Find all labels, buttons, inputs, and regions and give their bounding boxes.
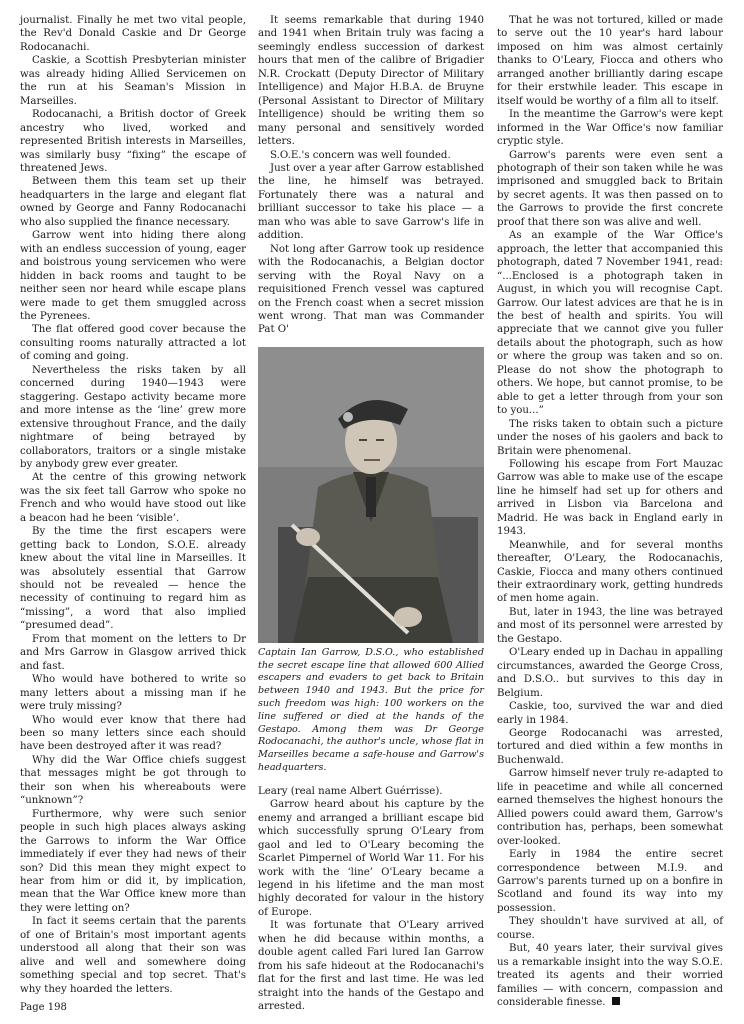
paragraph: As an example of the War Office's approach, the letter that accompanied this photograph, dated 7 November 1941, read: “...Enclosed is a photograph taken in August, in which you will recognise Capt. Garrow. Our latest advices are that he is in the best of health and spirits. You will appreciate that we cannot give you fuller details about the photograph, such as how or where the group was taken and so on. Please do not show the photograph to others. We hope, but cannot promise, to be able to get a letter through from your son to you...” [497,230,723,417]
column-3 [497,14,723,1010]
paragraph: By the time the first escapers were getting back to London, S.O.E. already knew about the vital line in Marseilles. It was absolutely essential that Garrow should not be revealed — hence the necessity of continuing to regard him as “missing”, a word that also implied “presumed dead”. [20,526,246,632]
paragraph: The risks taken to obtain such a picture under the noses of his gaolers and back to Britain were phenomenal. [497,418,723,457]
paragraph: The flat offered good cover because the consulting rooms naturally attracted a lot of coming and going. [20,324,246,363]
column-1 [20,14,246,996]
paragraph: Garrow heard about his capture by the enemy and arranged a brilliant escape bid which successfully sprung O'Leary from gaol and led to O'Leary becoming the Scarlet Pimpernel of World War 11. For his work with the ‘line’ O'Leary became a legend in his lifetime and the man most highly decorated for valour in the history of Europe. [258,799,484,918]
paragraph: Furthermore, why were such senior people in such high places always asking the Garrows to inform the War Office immediately if ever they had news of their son? Did this mean they might expect to hear from him or did it, by implication, mean that the War Office knew more than they were letting on? [20,808,246,914]
paragraph: Following his escape from Fort Mauzac Garrow was able to make use of the escape line he himself had set up for others and arrived in Lisbon via Barcelona and Madrid. He was back in England early in 1943. [497,458,723,538]
paragraph: They shouldn't have survived at all, of course. [497,916,723,941]
portrait-photo [258,347,484,643]
soldier-portrait-image [258,347,484,643]
paragraph: Not long after Garrow took up residence with the Rodocanachis, a Belgian doctor serving with the Royal Navy on a requisitioned French vessel was captured on the French coast when a secret mission went wrong. That man was Commander Pat O' [258,243,484,336]
paragraph: Rodocanachi, a British doctor of Greek ancestry who lived, worked and represented British interests in Marseilles, was similarly busy “fixing” the escape of threatened Jews. [20,109,246,174]
paragraph: Just over a year after Garrow established the line, he himself was betrayed. Fortunately there was a natural and brilliant successor to take his place — a man who was able to save Garrow's life in addition. [258,162,484,242]
paragraph: Garrow went into hiding there along with an endless succession of young, eager and boistrous young servicemen who were hidden in back rooms and taught to be neither seen nor heard while escape plans were made to get them smuggled across the Pyrenees. [20,230,246,322]
paragraph: Meanwhile, and for several months thereafter, O'Leary, the Rodocanachis, Caskie, Fiocca and many others continued their extraordinary work, getting hundreds of men home again. [497,539,723,605]
paragraph: In fact it seems certain that the parents of one of Britain's most important agents understood all along that their son was alive and well and somewhere doing something special and top secret. That's why they hoarded the letters. [20,916,246,995]
paragraph: George Rodocanachi was arrested, tortured and died within a few months in Buchenwald. [497,728,723,766]
paragraph: Who would have bothered to write so many letters about a missing man if he were truly missing? [20,674,246,713]
paragraph-text: But, 40 years later, their survival gives us a remarkable insight into the way S.O.E. treated its agents and their worried families — with concern, compassion and considerable finesse. [497,943,723,1009]
paragraph: O'Leary ended up in Dachau in appalling circumstances, awarded the George Cross, and D.S.O.. but survives to this day in Belgium. [497,647,723,699]
paragraph: journalist. Finally he met two vital people, the Rev'd Donald Caskie and Dr George Rodocanachi. [20,15,246,53]
paragraph: Who would ever know that there had been so many letters since each should have been destroyed after it was read? [20,714,246,753]
paragraph: Caskie, too, survived the war and died early in 1984. [497,701,723,726]
paragraph: In the meantime the Garrow's were kept informed in the War Office's now familiar cryptic style. [497,109,723,148]
paragraph: But, later in 1943, the line was betrayed and most of its personnel were arrested by the Gestapo. [497,606,723,645]
paragraph: It was fortunate that O'Leary arrived when he did because within months, a double agent called Fari lured Ian Garrow from his safe hideout at the Rodocanachi's flat for the first and last time. He was led straight into the hands of the Gestapo and arrested. [258,920,484,1013]
paragraph: Nevertheless the risks taken by all concerned during 1940—1943 were staggering. Gestapo activity became more and more intense as the ‘line’ grew more extensive throughout France, and the daily nightmare of being betrayed by collaborators, traitors or a single mistake by anybody grew ever greater. [20,364,246,470]
paragraph: Garrow himself never truly re-adapted to life in peacetime and while all concerned earned themselves the highest honours the Allied powers could award them, Garrow's contribution has, perhaps, been somewhat over-looked. [497,768,723,847]
paragraph: Why did the War Office chiefs suggest that messages might be got through to their son when his whereabouts were “unknown”? [20,754,246,807]
paragraph: Garrow's parents were even sent a photograph of their son taken while he was imprisoned and smuggled back to Britain by secret agents. It was then passed on to the Garrows to provide the first concrete proof that there son was alive and well. [497,149,723,228]
paragraph: S.O.E.'s concern was well founded. [270,149,451,161]
paragraph: Early in 1984 the entire secret correspondence between M.I.9. and Garrow's parents turned up on a bonfire in Scotland and found its way into my possession. [497,849,723,914]
paragraph: It seems remarkable that during 1940 and 1941 when Britain truly was facing a seemingly endless succession of darkest hours that men of the calibre of Brigadier N.R. Crockatt (Deputy Director of Military Intelligence) and Major H.B.A. de Bruyne (Personal Assistant to Director of Military Intelligence) should be writing them so many personal and sensitively worded letters. [258,15,484,148]
paragraph [497,942,723,1009]
photo-caption: Captain Ian Garrow, D.S.O., who established the secret escape line that allowed 600 Allied escapers and evaders to get back to Britain between 1940 and 1943. But the price for such freedom was high: 100 workers on the line suffered or died at the hands of the Gestapo. Among them was Dr George Rodocanachi, the author's uncle, whose flat in Marseilles became a safe-house and Garrow's headquarters. [258,646,484,774]
paragraph: At the centre of this growing network was the six feet tall Garrow who spoke no French and who would have stood out like a beacon had he been ‘visible’. [20,472,246,524]
end-of-article-mark [612,997,620,1005]
column-2 [258,14,484,1014]
paragraph: From that moment on the letters to Dr and Mrs Garrow in Glasgow arrived thick and fast. [20,633,246,672]
paragraph: That he was not tortured, killed or made to serve out the 10 year's hard labour imposed on him was almost certainly thanks to O'Leary, Fiocca and others who arranged another brilliantly daring escape for their erstwhile leader. This escape in itself would be worthy of a film all to itself. [497,15,723,107]
paragraph: Between them this team set up their headquarters in the large and elegant flat owned by George and Fanny Rodocanachi who also supplied the finance necessary. [20,176,246,228]
paragraph: Leary (real name Albert Guérrisse). [258,785,443,797]
paragraph: Caskie, a Scottish Presbyterian minister was already hiding Allied Servicemen on the run at his Seaman's Mission in Marseilles. [20,55,246,107]
page-number: Page 198 [20,1002,67,1013]
